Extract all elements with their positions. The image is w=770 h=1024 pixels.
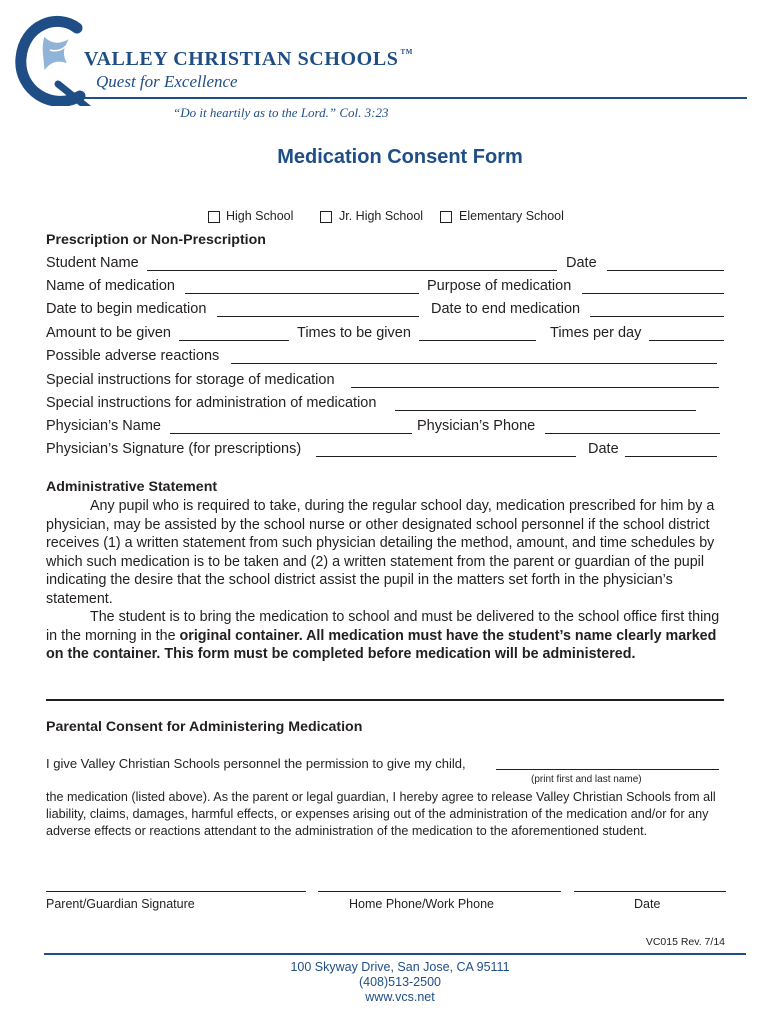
adverse-reactions-field[interactable] [231,363,717,364]
amount-label: Amount to be given [46,325,171,341]
purpose-field[interactable] [582,293,724,294]
form-title: Medication Consent Form [277,146,523,168]
parent-date-field[interactable] [574,891,726,892]
administration-instructions-field[interactable] [395,410,696,411]
scripture-verse: “Do it heartily as to the Lord.” Col. 3:23 [173,105,389,120]
times-label: Times to be given [297,325,411,341]
storage-instructions-field[interactable] [351,387,719,388]
signature-date-field[interactable] [625,456,717,457]
home-work-phone-field[interactable] [318,891,561,892]
per-day-label: Times per day [550,325,642,341]
footer-phone: (408)513-2500 [358,975,441,989]
physician-phone-label: Physician’s Phone [417,418,536,434]
signature-date-label: Date [588,441,619,457]
administration-instructions-label: Special instructions for administration of medication [46,395,377,411]
high-school-label: High School [226,209,294,223]
prescription-heading: Prescription or Non-Prescription [46,232,266,248]
child-name-field[interactable] [496,769,719,770]
administrative-heading: Administrative Statement [46,479,218,495]
footer-website[interactable]: www.vcs.net [365,990,435,1004]
print-name-hint: (print first and last name) [531,774,642,785]
end-date-field[interactable] [590,316,724,317]
home-work-phone-label: Home Phone/Work Phone [349,897,494,911]
date-field[interactable] [607,270,724,271]
parent-date-label: Date [634,897,661,911]
footer-rule [44,953,746,955]
physician-name-label: Physician’s Name [46,418,161,434]
amount-field[interactable] [179,340,289,341]
section-divider [46,699,724,701]
times-field[interactable] [419,340,536,341]
medication-name-label: Name of medication [46,278,175,294]
begin-date-label: Date to begin medication [46,301,207,317]
elementary-school-checkbox[interactable] [440,211,452,223]
high-school-checkbox[interactable] [208,211,220,223]
consent-give-text: I give Valley Christian Schools personnel the permission to give my child, [46,756,466,771]
jr-high-school-checkbox[interactable] [320,211,332,223]
medication-name-field[interactable] [185,293,419,294]
end-date-label: Date to end medication [431,301,581,317]
parent-signature-field[interactable] [46,891,306,892]
student-name-label: Student Name [46,255,139,271]
school-logo [14,14,94,106]
school-tagline: Quest for Excellence [96,72,238,91]
school-name: VALLEY CHRISTIAN SCHOOLS ™ [84,48,413,70]
administrative-statement [46,497,726,664]
consent-body: the medication (listed above). As the parent or legal guardian, I hereby agree to release Valley Christian Schools from all liability, claims, damages, harmful effects, or expenses arising out of the administration of the medication and/or for any adverse effects or reactions attendant to the administration of the medication to the aforementioned student. [46,790,716,838]
storage-instructions-label: Special instructions for storage of medication [46,372,335,388]
physician-name-field[interactable] [170,433,412,434]
consent-heading: Parental Consent for Administering Medication [46,719,363,735]
physician-signature-label: Physician’s Signature (for prescriptions) [46,441,302,457]
per-day-field[interactable] [649,340,724,341]
footer-address: 100 Skyway Drive, San Jose, CA 95111 [290,960,510,974]
physician-signature-field[interactable] [316,456,576,457]
administrative-paragraph-1: Any pupil who is required to take, during the regular school day, medication prescribed for him by a physician, may be assisted by the school nurse or other designated school personnel if the school district receives (1) a written statement from such physician detailing the method, amount, and time schedules by which such medication is to be taken and (2) a written statement from the parent or guardian of the pupil indicating the desire that the school district assist the pupil in the matters set forth in the physician’s statement. [46,498,715,607]
jr-high-school-label: Jr. High School [339,209,424,223]
begin-date-field[interactable] [217,316,419,317]
trademark-mark: TM [400,48,413,56]
elementary-school-label: Elementary School [459,209,564,223]
physician-phone-field[interactable] [545,433,720,434]
administrative-emphasis: original container. All medication must have the student’s name clearly marked on the container. This form must be completed before medication will be administered. [46,627,717,662]
logo-dove-icon [42,36,70,72]
header-rule [80,97,747,99]
adverse-reactions-label: Possible adverse reactions [46,348,220,364]
purpose-label: Purpose of medication [427,278,572,294]
parent-signature-label: Parent/Guardian Signature [46,897,195,911]
revision-code: VC015 Rev. 7/14 [645,936,725,948]
administrative-paragraph-2: The student is to bring the medication to school and must be delivered to the school office first thing in the morning in the original container. All medication must have the student’s name clearly marked on the container. This form must be completed before medication will be administered. [46,609,720,662]
student-name-field[interactable] [147,270,557,271]
date-label: Date [566,255,597,271]
